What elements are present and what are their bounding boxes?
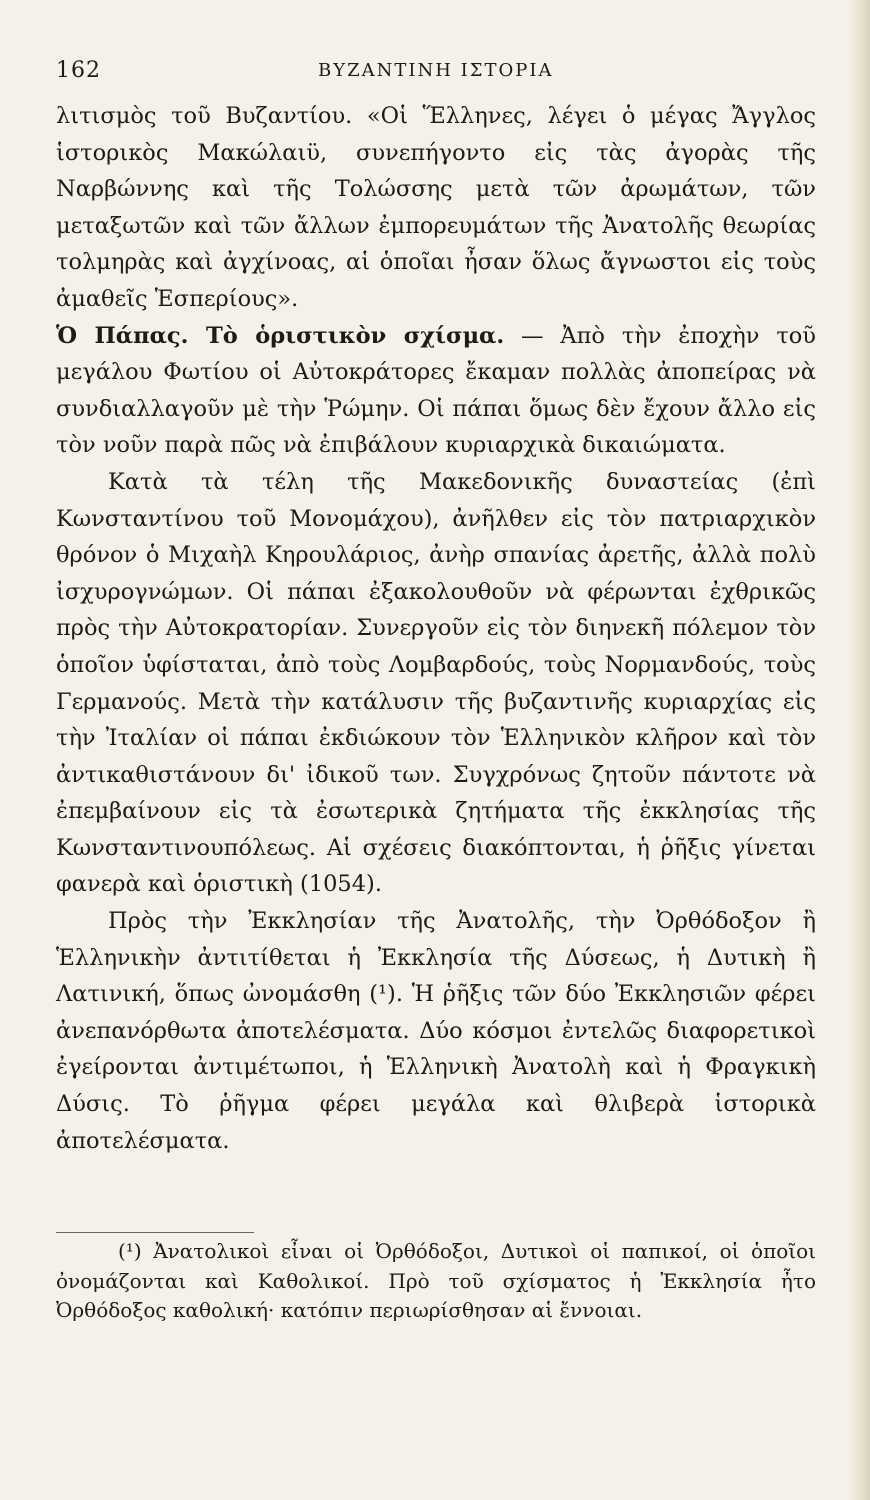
page-spine-shadow (848, 0, 870, 1500)
paragraph-1: λιτισμὸς τοῦ Βυζαντίου. «Οἱ Ἕλληνες, λέγει ὁ μέγας Ἄγγλος ἱστορικὸς Μακώλαιϋ, συνεπήγοντο εἰς τὰς ἀγορὰς τῆς Ναρβώννης καὶ τῆς Τολώσσης μετὰ τῶν ἀρωμάτων, τῶν μεταξωτῶν καὶ τῶν ἄλλων ἐμπορευμάτων τῆς Ἀνατολῆς θεωρίας τολμηρὰς καὶ ἀγχίνοας, αἱ ὁποῖαι ἦσαν ὅλως ἄγνωστοι εἰς τοὺς ἀμαθεῖς Ἑσπερίους». (56, 103, 816, 312)
running-title: ΒΥΖΑΝΤΙΝΗ ΙΣΤΟΡΙΑ (318, 60, 554, 81)
page-header (56, 50, 816, 90)
section-heading: Ὁ Πάπας. Τὸ ὁριστικὸν σχίσμα. (56, 322, 505, 349)
footnote-divider (56, 1232, 254, 1233)
paragraph-2-text: — Ἀπὸ τὴν ἐποχὴν τοῦ μεγάλου Φωτίου οἱ Αὐτοκράτορες ἔκαμαν πολλὰς ἀποπείρας νὰ συνδιαλλαγοῦν μὲ τὴν Ῥώμην. Οἱ πάπαι ὅμως δὲν ἔχουν ἄλλο εἰς τὸν νοῦν παρὰ πῶς νὰ ἐπιβάλουν κυριαρχικὰ δικαιώματα. (56, 322, 816, 459)
paragraph-4: Πρὸς τὴν Ἐκκλησίαν τῆς Ἀνατολῆς, τὴν Ὀρθόδοξον ἢ Ἑλληνικὴν ἀντιτίθεται ἡ Ἐκκλησία τῆς Δύσεως, ἡ Δυτικὴ ἢ Λατινική, ὅπως ὠνομάσθη (¹). Ἡ ῥῆξις τῶν δύο Ἐκκλησιῶν φέρει ἀνεπανόρθωτα ἀποτελέσματα. Δύο κόσμοι ἐντελῶς διαφορετικοὶ ἐγείρονται ἀντιμέτωποι, ἡ Ἑλληνικὴ Ἀνατολὴ καὶ ἡ Φραγκικὴ Δύσις. Τὸ ῥῆγμα φέρει μεγάλα καὶ θλιβερὰ ἱστορικὰ ἀποτελέσματα. (56, 908, 816, 1154)
page-number: 162 (56, 58, 101, 83)
paragraph-3: Κατὰ τὰ τέλη τῆς Μακεδονικῆς δυναστείας (ἐπὶ Κωνσταντίνου τοῦ Μονομάχου), ἀνῆλθεν εἰς τὸν πατριαρχικὸν θρόνον ὁ Μιχαὴλ Κηρουλάριος, ἀνὴρ σπανίας ἀρετῆς, ἀλλὰ πολὺ ἰσχυρογνώμων. Οἱ πάπαι ἐξακολουθοῦν νὰ φέρωνται ἐχθρικῶς πρὸς τὴν Αὐτοκρατορίαν. Συνεργοῦν εἰς τὸν διηνεκῆ πόλεμον τὸν ὁποῖον ὑφίσταται, ἀπὸ τοὺς Λομβαρδούς, τοὺς Νορμανδούς, τοὺς Γερμανούς. Μετὰ τὴν κατάλυσιν τῆς βυζαντινῆς κυριαρχίας εἰς τὴν Ἰταλίαν οἱ πάπαι ἐκδιώκουν τὸν Ἑλληνικὸν κλῆρον καὶ τὸν ἀντικαθιστάνουν δι' ἰδικοῦ των. Συγχρόνως ζητοῦν πάντοτε νὰ ἐπεμβαίνουν εἰς τὰ ἐσωτερικὰ ζητήματα τῆς ἐκκλησίας τῆς Κωνσταντινουπόλεως. Αἱ σχέσεις διακόπτονται, ἡ ῥῆξις γίνεται φανερὰ καὶ ὁριστικὴ (1054). (56, 468, 816, 898)
footnote-text: (¹) Ἀνατολικοὶ εἶναι οἱ Ὀρθόδοξοι, Δυτικοὶ οἱ παπικοί, οἱ ὁποῖοι ὀνομάζονται καὶ Καθολικοί. Πρὸ τοῦ σχίσματος ἡ Ἐκκλησία ἦτο Ὀρθόδοξος καθολική· κατόπιν περιωρίσθησαν αἱ ἔννοιαι. (56, 1239, 816, 1322)
footnote (56, 1237, 816, 1326)
paragraph-2 (56, 318, 816, 464)
body-text (56, 98, 816, 1159)
